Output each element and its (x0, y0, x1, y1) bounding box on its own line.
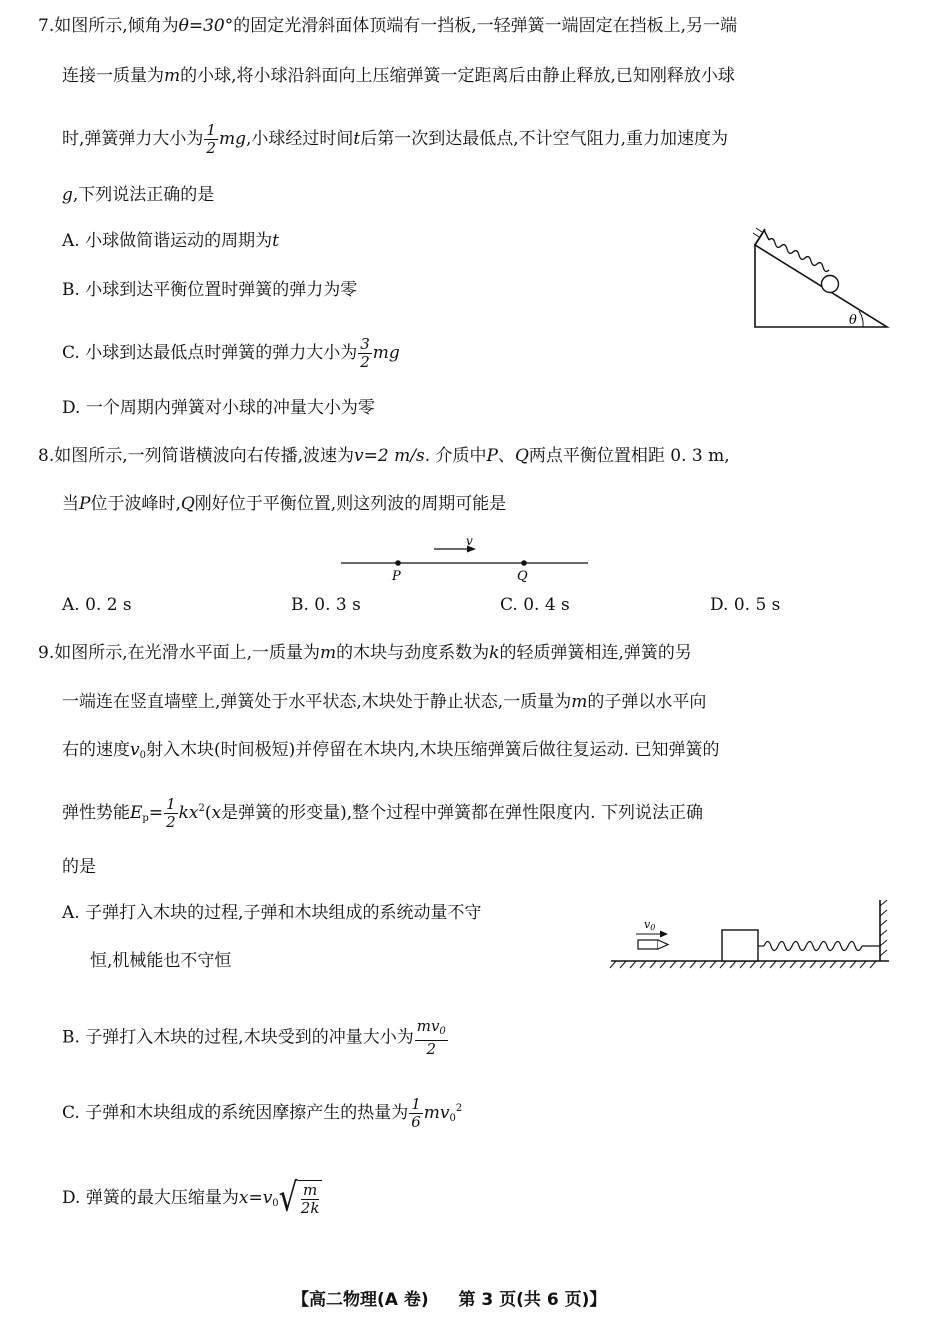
point-p-label: P (392, 569, 401, 584)
wave-medium-figure (338, 534, 593, 586)
theta-label: θ (849, 313, 857, 328)
q7-option-b: B. 小球到达平衡位置时弹簧的弹力为零 (62, 280, 358, 300)
q7-fraction-three-halves: $\frac{3}{2}$ (360, 335, 370, 371)
q7-line-4: g,下列说法正确的是 (62, 185, 215, 205)
q9-option-d: D. 弹簧的最大压缩量为$x=v_0$ √ $\frac{m}{2k}$ (62, 1180, 322, 1217)
footer-page-number: 第 3 页(共 6 页)】 (458, 1290, 607, 1310)
incline-spring-figure (745, 225, 895, 333)
q7-line-1: 7.如图所示,倾角为θ=30°的固定光滑斜面体顶端有一挡板,一轻弹簧一端固定在挡板上,另一端 (38, 16, 738, 36)
square-root: √ $\frac{m}{2k}$ (279, 1180, 323, 1217)
q7-fraction-half: $\frac{1}{2}$ (206, 121, 216, 157)
q7-option-d: D. 一个周期内弹簧对小球的冲量大小为零 (62, 398, 375, 418)
footer-subject: 【高二物理(A 卷) (292, 1290, 429, 1310)
bullet-block-spring-figure (606, 898, 896, 973)
point-q-label: Q (517, 569, 528, 584)
q9-fraction-mv0-over-2: $\frac{mv_0}{2}$ (416, 1017, 446, 1058)
q9-line-5: 的是 (62, 857, 96, 877)
q9-option-a-line-1: A. 子弹打入木块的过程,子弹和木块组成的系统动量不守 (62, 903, 482, 923)
q9-line-2: 一端连在竖直墙壁上,弹簧处于水平状态,木块处于静止状态,一质量为m的子弹以水平向 (62, 692, 707, 712)
q8-line-1: 8.如图所示,一列简谐横波向右传播,波速为v=2 m/s. 介质中P、Q两点平衡位置相距 0. 3 m, (38, 446, 730, 466)
q9-line-1: 9.如图所示,在光滑水平面上,一质量为m的木块与劲度系数为k的轻质弹簧相连,弹簧的另 (38, 643, 692, 663)
q8-option-d: D. 0. 5 s (710, 595, 781, 615)
q7-number: 7. (38, 16, 55, 36)
q9-fraction-sixth: $\frac{1}{6}$ (411, 1095, 421, 1131)
q9-option-c: C. 子弹和木块组成的系统因摩擦产生的热量为 $\frac{1}{6}$ $mv_0^2$ (62, 1095, 463, 1131)
q9-number: 9. (38, 643, 55, 663)
q9-line-3: 右的速度$v_0$射入木块(时间极短)并停留在木块内,木块压缩弹簧后做往复运动. 已知弹簧的 (62, 740, 720, 761)
q8-option-c: C. 0. 4 s (500, 595, 570, 615)
wave-velocity-label: v (466, 534, 473, 548)
q8-option-a: A. 0. 2 s (62, 595, 132, 615)
q9-option-b: B. 子弹打入木块的过程,木块受到的冲量大小为 $\frac{mv_0}{2}$ (62, 1017, 446, 1058)
page-footer (292, 1285, 606, 1310)
q9-option-a-line-2: 恒,机械能也不守恒 (90, 951, 232, 971)
q8-line-2: 当P位于波峰时,Q刚好位于平衡位置,则这列波的周期可能是 (62, 494, 507, 514)
q8-option-b: B. 0. 3 s (291, 595, 361, 615)
q9-line-4: 弹性势能$E_p=$ $\frac{1}{2}$ $kx^2(x$是弹簧的形变量),整个过程中弹簧都在弹性限度内. 下列说法正确 (62, 795, 703, 831)
bullet-velocity-label: v0 (644, 918, 656, 932)
q7-line-3: 时,弹簧弹力大小为 $\frac{1}{2}$ mg,小球经过时间t后第一次到达最低点,不计空气阻力,重力加速度为 (62, 121, 729, 157)
q9-fraction-half: $\frac{1}{2}$ (166, 795, 176, 831)
q8-number: 8. (38, 446, 55, 466)
q7-line-2: 连接一质量为m的小球,将小球沿斜面向上压缩弹簧一定距离后由静止释放,已知刚释放小球 (62, 66, 735, 86)
q7-option-c: C. 小球到达最低点时弹簧的弹力大小为 $\frac{3}{2}$ mg (62, 335, 400, 371)
q7-option-a: A. 小球做简谐运动的周期为t (62, 231, 279, 251)
